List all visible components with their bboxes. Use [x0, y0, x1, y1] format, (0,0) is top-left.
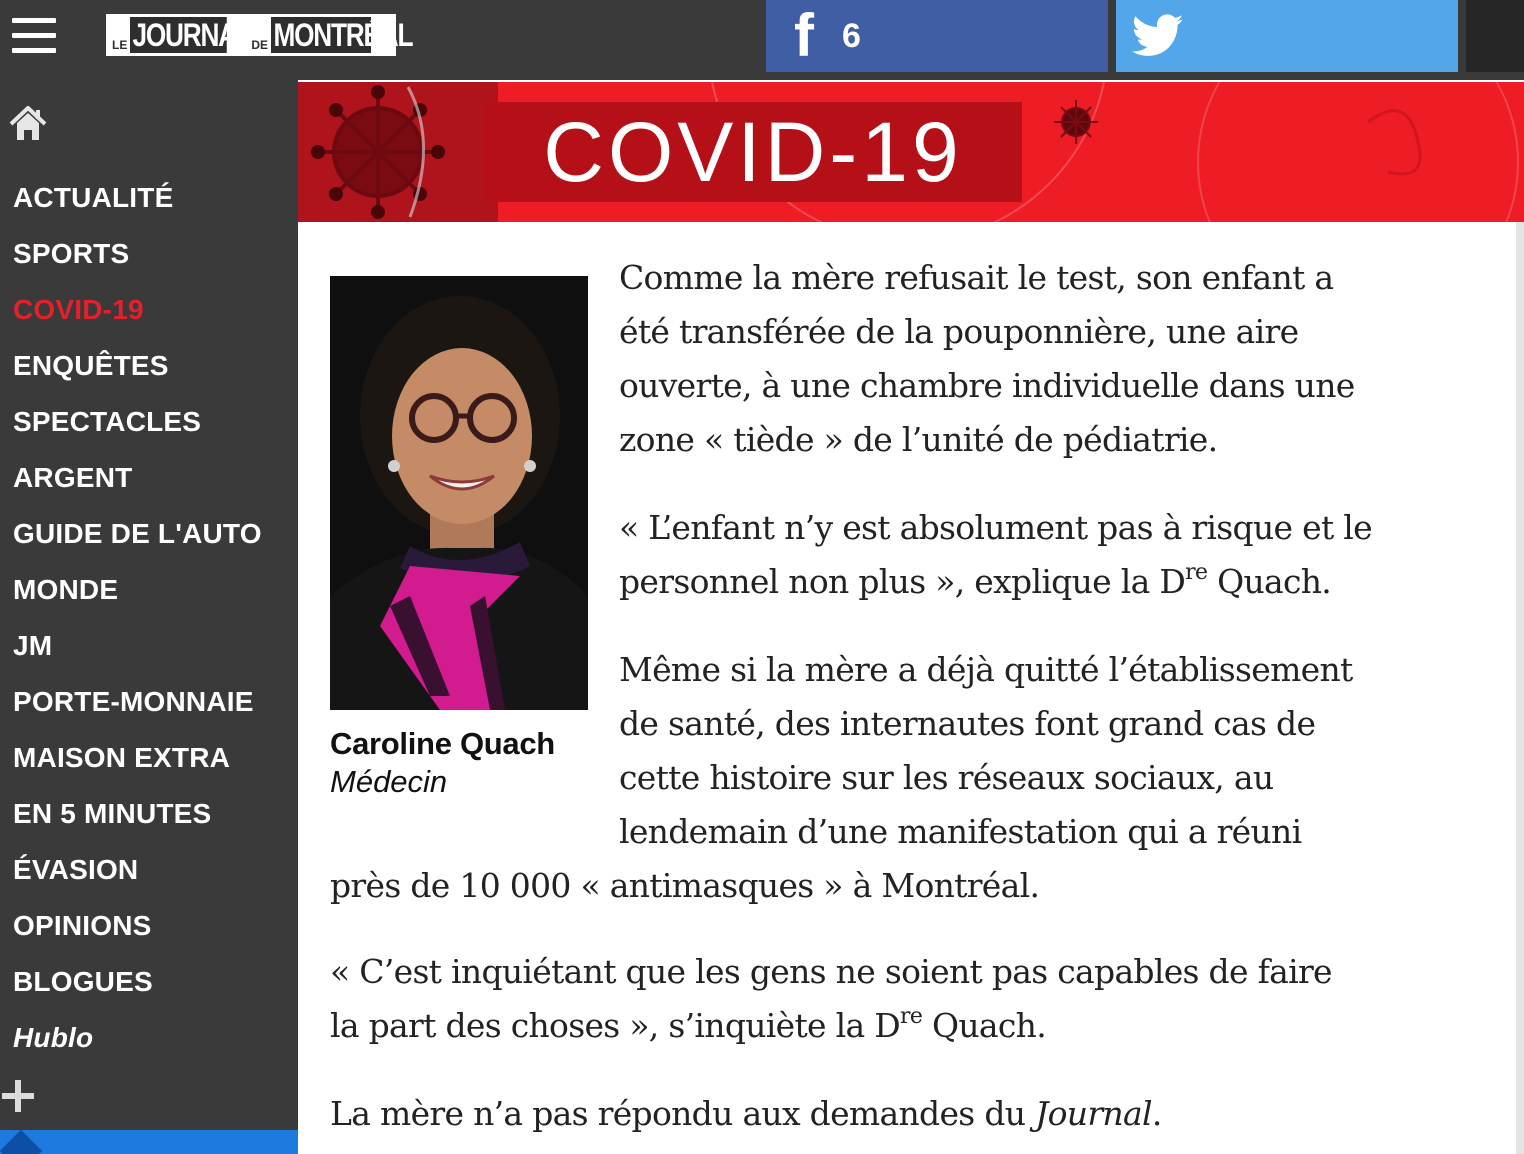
paragraph-3-line-3: cette histoire sur les réseaux sociaux, au	[619, 758, 1274, 797]
paragraph-3-line-1: Même si la mère a déjà quitté l’établissement	[619, 650, 1353, 689]
hamburger-menu-icon[interactable]	[12, 18, 56, 54]
topbar-extra-button[interactable]	[1466, 0, 1524, 72]
sidebar	[0, 80, 298, 1154]
paragraph-2-text-b: Quach.	[1207, 562, 1332, 601]
top-bar	[0, 0, 1524, 80]
paragraph-1-line-2: été transférée de la pouponnière, une aire	[619, 312, 1299, 351]
sidebar-bottom-promo[interactable]	[0, 1130, 298, 1154]
paragraph-1-line-3: ouverte, à une chambre individuelle dans une	[619, 366, 1355, 405]
paragraph-5-line-1	[330, 1087, 1162, 1141]
facebook-share-button[interactable]	[766, 0, 1108, 72]
paragraph-1-line-4: zone « tiède » de l’unité de pédiatrie.	[619, 420, 1218, 459]
logo-le: LE	[112, 38, 128, 52]
sidebar-item-guide-de-l-auto[interactable]: GUIDE DE L'AUTO	[13, 518, 262, 549]
sidebar-item-argent[interactable]: ARGENT	[13, 462, 133, 493]
sidebar-item-enquetes[interactable]: ENQUÊTES	[13, 350, 169, 381]
promo-icon	[0, 1130, 42, 1154]
paragraph-3-line-2: de santé, des internautes font grand cas de	[619, 704, 1316, 743]
sidebar-item-hublo[interactable]: Hublo	[13, 1022, 94, 1053]
paragraph-4-text-a: la part des choses », s’inquiète la D	[330, 1006, 901, 1045]
plus-icon[interactable]	[2, 1080, 34, 1112]
sidebar-item-actualite[interactable]: ACTUALITÉ	[13, 182, 174, 213]
photo-caption-role: Médecin	[330, 764, 448, 799]
facebook-share-count: 6	[841, 16, 861, 55]
paragraph-5-text-b: .	[1151, 1094, 1162, 1133]
sidebar-item-porte-monnaie[interactable]: PORTE-MONNAIE	[13, 686, 254, 717]
twitter-share-button[interactable]	[1116, 0, 1458, 72]
logo-montreal: MONTRÉAL	[271, 17, 371, 53]
site-logo[interactable]	[106, 14, 413, 56]
portrait-photo[interactable]	[330, 276, 588, 710]
sidebar-item-blogues[interactable]: BLOGUES	[13, 966, 153, 997]
paragraph-2-line-2	[619, 555, 1331, 614]
sidebar-item-evasion[interactable]: ÉVASION	[13, 854, 139, 885]
scroll-edge	[1516, 222, 1524, 1154]
paragraph-3-line-5: près de 10 000 « antimasques » à Montréal.	[330, 866, 1040, 905]
sidebar-item-sports[interactable]: SPORTS	[13, 238, 130, 269]
sidebar-item-spectacles[interactable]: SPECTACLES	[13, 406, 202, 437]
author-photo-figure	[330, 276, 590, 800]
paragraph-5-journal-italic: Journal	[1035, 1094, 1152, 1133]
logo-de: DE	[251, 38, 269, 52]
sidebar-item-en-5-minutes[interactable]: EN 5 MINUTES	[13, 798, 212, 829]
paragraph-4-superscript: re	[900, 1004, 923, 1029]
banner-title: COVID-19	[543, 105, 963, 199]
paragraph-2-text-a: personnel non plus », explique la D	[619, 562, 1186, 601]
sidebar-item-covid-19[interactable]: COVID-19	[13, 294, 144, 325]
paragraph-2-superscript: re	[1185, 560, 1208, 585]
paragraph-1-line-1: Comme la mère refusait le test, son enfant a	[619, 258, 1334, 297]
paragraph-3-line-4: lendemain d’une manifestation qui a réuni	[619, 812, 1302, 851]
paragraph-4-text-b: Quach.	[922, 1006, 1046, 1045]
sidebar-item-opinions[interactable]: OPINIONS	[13, 910, 152, 941]
home-icon[interactable]	[8, 104, 48, 144]
paragraph-4-line-1: « C’est inquiétant que les gens ne soient pas capables de faire	[330, 952, 1332, 991]
sidebar-item-maison-extra[interactable]: MAISON EXTRA	[13, 742, 231, 773]
logo-journal: JOURNAL	[130, 17, 227, 53]
sidebar-item-monde[interactable]: MONDE	[13, 574, 119, 605]
sidebar-nav	[13, 170, 262, 1066]
paragraph-5-text-a: La mère n’a pas répondu aux demandes du	[330, 1094, 1036, 1133]
covid-banner[interactable]	[298, 82, 1524, 222]
twitter-icon	[1132, 14, 1184, 58]
paragraph-2-line-1: « L’enfant n’y est absolument pas à risque et le	[619, 508, 1372, 547]
sidebar-item-jm[interactable]: JM	[13, 630, 53, 661]
paragraph-4-line-2	[330, 999, 1046, 1058]
facebook-icon: f	[794, 2, 814, 69]
photo-caption-name: Caroline Quach	[330, 726, 555, 761]
